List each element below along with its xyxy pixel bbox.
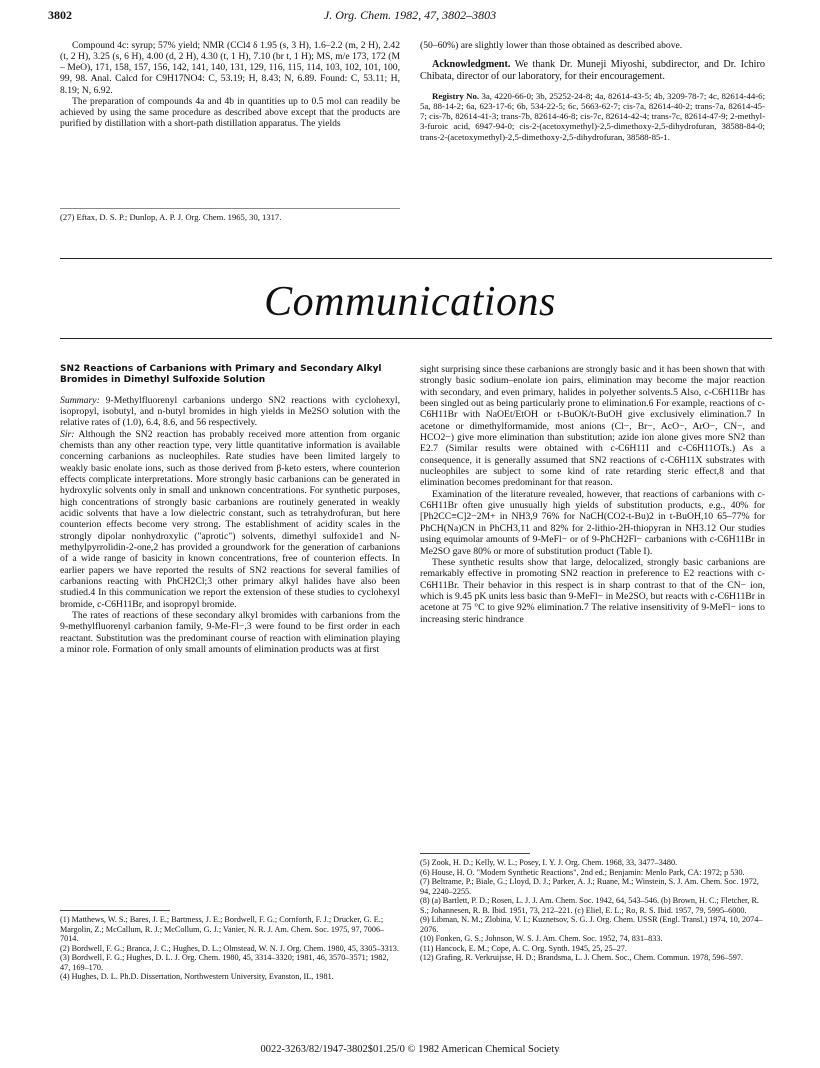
copyright-footer: 0022-3263/82/1947-3802$01.25/0 © 1982 American Chemical Society: [260, 1044, 560, 1055]
summary-label: Summary:: [60, 394, 100, 406]
footnote-1: (1) Matthews, W. S.; Bares, J. E.; Bartmess, J. E.; Bordwell, F. G.; Cornforth, F. J.; Drucker, G. E.; Margolin, Z.; McCallum, R. J.; McCollum, G. J.; Vanier, N. R. J. Am. Chem. Soc. 1975, 97, 7006–7014.: [60, 915, 385, 944]
journal-citation: J. Org. Chem. 1982, 47, 3802–3803: [323, 8, 497, 22]
section-rule-bottom: [60, 338, 772, 339]
section-rule-top: [60, 258, 772, 259]
yield-continuation: (50–60%) are slightly lower than those obtained as described above.: [420, 40, 683, 51]
summary-text: 9-Methylfluorenyl carbanions undergo SN2 reactions with cyclohexyl, isopropyl, isobutyl, and n-butyl bromides in high yields in Me2SO solution with the relative rates of (1.0), 6.4, 8.6, and 56 respectively.: [60, 394, 401, 429]
acknowledgment: [420, 59, 765, 83]
footnote-5: (5) Zook, H. D.; Kelly, W. L.; Posey, I. Y. J. Org. Chem. 1968, 33, 3477–3480.: [420, 858, 678, 867]
article-paragraph-1: [60, 429, 400, 611]
registry-title: Registry No.: [432, 90, 480, 101]
acknowledgment-text: We thank Dr. Muneji Miyoshi, subdirector, and Dr. Ichiro Chibata, director of our laboratory, for their encouragement.: [420, 59, 765, 82]
footnote-9: (9) Libman, N. M.; Zlobina, V. I.; Kuznetsov, S. G. J. Org. Chem. USSR (Engl. Transl.) 1974, 10, 2074–2076.: [420, 915, 763, 934]
article-summary: [60, 395, 400, 429]
article-paragraph-5: These synthetic results show that large, delocalized, strongly basic carbanions are remarkably effective in promoting SN2 reaction in preference to E2 reactions with c-C6H11Br. Their behavior in this respect is in sharp contrast to that of the CN− ion, which is 9.45 pK units less basic than 9-MeFl− in Me2SO, but reacts with c-C6H11Br in acetone at 75 °C to give 92% elimination.7 The relative insensitivity of 9-MeFl− ions to increasing steric hindrance: [420, 556, 765, 625]
footnote-10: (10) Fonken, G. S.; Johnson, W. S. J. Am. Chem. Soc. 1952, 74, 831–833.: [420, 934, 663, 944]
article-left-column: [60, 364, 400, 655]
footnote-7: (7) Beltrame, P.; Biale, G.; Lloyd, D. J.; Parker, A. J.; Ruane, M.; Winstein, S. J. Am. Chem. Soc. 1972, 94, 2240–2255.: [420, 877, 759, 896]
running-header: [48, 8, 772, 24]
top-left-column: [60, 40, 400, 129]
footnote-2: (2) Bordwell, F. G.; Branca, J. C.; Hughes, D. L.; Olmstead, W. N. J. Org. Chem. 1980, 45, 3305–3313.: [60, 943, 399, 953]
footnotes-left: [60, 915, 400, 982]
footnote-11: (11) Hancock, E. M.; Cope, A. C. Org. Synth. 1945, 25, 25–27.: [420, 943, 627, 953]
compound-4c-data: Compound 4c: syrup; 57% yield; NMR (CCl4 δ 1.95 (s, 3 H), 1.6–2.2 (m, 2 H), 2.42 (t, 2 H), 3.25 (s, 6 H), 4.00 (d, 2 H), 4.30 (t, 1 H), 7.10 (br t, 1 H); MS, m/e 173, 172 (M – MeO), 171, 158, 157, 156, 142, 141, 140, 131, 129, 116, 115, 114, 103, 102, 101, 100, 99, 98. Anal. Calcd for C9H17NO4: C, 53.19; H, 8.43; N, 6.89. Found: C, 53.11; H, 8.19; N, 6.92.: [60, 40, 400, 96]
acknowledgment-title: Acknowledgment.: [432, 59, 511, 71]
footnote-3: (3) Bordwell, F. G.; Hughes, D. L. J. Org. Chem. 1980, 45, 3314–3320; 1981, 46, 3570–3571; 1982, 47, 169–170.: [60, 953, 389, 972]
footnote-rule-right: [420, 853, 530, 854]
section-title: Communications: [264, 279, 556, 325]
footnote-rule-left: [60, 910, 170, 911]
page-number: 3802: [48, 8, 72, 22]
registry-text: 3a, 4220-66-0; 3b, 25252-24-8; 4a, 82614-43-5; 4b, 3209-78-7; 4c, 82614-44-6; 5a, 88-14-2; 6a, 623-17-6; 6b, 534-22-5; 6c, 5663-62-7; cis-7a, 82614-40-2; trans-7a, 82614-45-7; cis-7b, 82614-41-3; trans-7b, 82614-46-8; cis-7c, 82614-42-4; trans-7c, 82614-47-9; 2-methyl-3-furoic acid, 6947-94-0; cis-2-(acetoxymethyl)-2,5-dimethoxy-2,5-dihydrofuran, 38588-84-0; trans-2-(acetoxymethyl)-2,5-dimethoxy-2,5-dihydrofuran, 38588-85-1.: [420, 90, 766, 142]
footnote-8: (8) (a) Bartlett, P. D.; Rosen, L. J. J. Am. Chem. Soc. 1942, 64, 543–546. (b) Brown, H. C.; Fletcher, R. S.; Johannesen, R. B. Ibid. 1951, 73, 212–221. (c) Eliel, E. L.; Ro, R. S. Ibid. 1957, 79, 5995–6000.: [420, 896, 759, 915]
article-title: SN2 Reactions of Carbanions with Primary and Secondary Alkyl Bromides in Dimethyl Sulfoxide Solution: [60, 364, 382, 386]
paragraph-1-text: Although the SN2 reaction has probably received more attention from organic chemists than any other reaction type, very little quantitative information is available concerning carbanions as nucleophiles. Rate studies have been limited largely to weakly basic enolate ions, such as those derived from β-keto esters, where counterion effects complicate interpretations. More strongly basic carbanions can be generated in hydroxylic solvents only in small and unknown concentrations. For synthetic purposes, high concentrations of strongly basic carbanions are routinely generated in weakly acidic solvents that have a low dielectric constant, such as tetrahydrofuran, but here counterion effects become very strong. The establishment of acidity scales in the strongly dipolar nonhydroxylic ("aprotic") solvents, dimethyl sulfoxide1 and N-methylpyrrolidin-2-one,2 has provided a groundwork for the generation of carbanions of a wide range of basicity in known concentrations, free of counterion effects. In earlier papers we have reported the results of SN2 reactions for several families of carbanions reacting with PhCH2Cl;3 other primary alkyl halides have also been studied.4 In this communication we report the extension of these studies to cyclohexyl bromide, c-C6H11Br, and isopropyl bromide.: [60, 428, 401, 610]
article-paragraph-3: sight surprising since these carbanions are strongly basic and it has been shown that with strongly basic sodium–enolate ion pairs, elimination may become the major reaction with secondary, and even primary, halides in polyether solvents.5 Also, c-C6H11Br has been singled out as being particularly prone to elimination.6 For example, reactions of c-C6H11Br with NaOEt/EtOH or t-BuOK/t-BuOH give exclusively elimination.7 In acetone or dimethylformamide, most anions (Cl−, Br−, AcO−, ArO−, CN−, and HCO2−) give more elimination than substitution; azide ion alone gives more SN2 than E2.7 (Similar results were obtained with c-C6H11I and c-C6H11OTs.) As a consequence, it is generally assumed that SN2 reactions of c-C6H11X substrates with nucleophiles are subject to some kind of rate retarding steric effect,8 and that elimination becomes predominant for that reason.: [420, 364, 765, 489]
article-paragraph-4: Examination of the literature revealed, however, that reactions of carbanions with c-C6H11Br often give unusually high yields of substitution products, e.g., 40% for [Ph2CC≡C]2−2M+ in NH3,9 76% for NaCH(CO2-t-Bu)2 in t-BuOH,10 65–77% for PhCH(Na)CN in PhCH3,11 and 82% for 2-lithio-2H-thiopyran in NH3.12 Our studies using equimolar amounts of 9-MeFl− or of 9-PhCH2Fl− carbanions with c-C6H11Br in Me2SO gave 80% or more of substitution product (Table I).: [420, 488, 765, 557]
registry-numbers: [420, 91, 765, 142]
sir-label: Sir:: [60, 428, 75, 440]
preparation-paragraph: The preparation of compounds 4a and 4b in quantities up to 0.5 mol can readily be achieved by using the same procedure as described above except that the products are purified by distillation with a short-path distillation apparatus. The yields: [60, 95, 400, 129]
footnote-27: (27) Eftax, D. S. P.; Dunlop, A. P. J. Org. Chem. 1965, 30, 1317.: [60, 212, 282, 222]
article-right-column: [420, 364, 765, 625]
footnote-12: (12) Grafing, R. Verkruijsse, H. D.; Brandsma, L. J. Chem. Soc., Chem. Commun. 1978, 596–597.: [420, 953, 744, 963]
footnote-6: (6) House, H. O. "Modern Synthetic Reactions", 2nd ed.; Benjamin: Menlo Park, CA: 1972; p 530.: [420, 867, 745, 877]
footnote-divider: [60, 208, 400, 209]
article-paragraph-2: The rates of reactions of these secondary alkyl bromides with carbanions from the 9-methylfluorenyl carbanion family, 9-Me-Fl−,3 were found to be first order in each reactant. Substitution was the predominant course of reaction with elimination playing a minor role. Formation of only small amounts of elimination products was at first: [60, 610, 400, 656]
footnotes-right: [420, 858, 765, 963]
footnote-4: (4) Hughes, D. L. Ph.D. Dissertation, Northwestern University, Evanston, IL, 1981.: [60, 972, 334, 982]
top-right-column: [420, 40, 765, 142]
